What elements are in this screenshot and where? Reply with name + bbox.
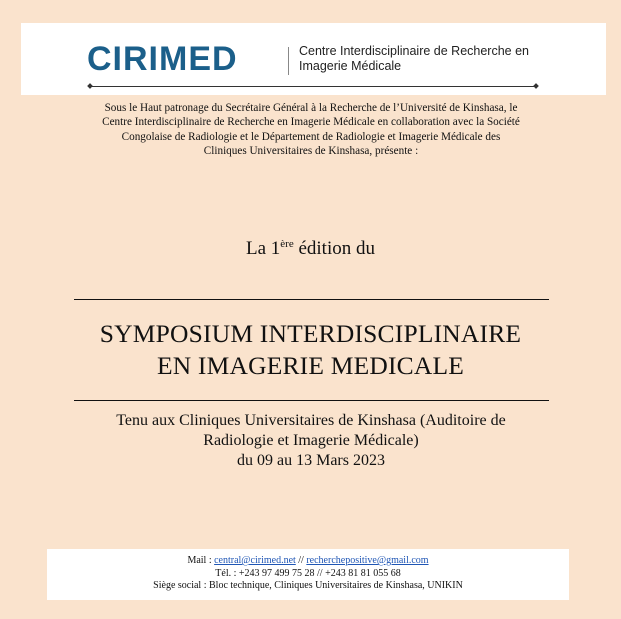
- address-line: Siège social : Bloc technique, Cliniques Universitaires de Kinshasa, UNIKIN: [153, 580, 463, 591]
- org-name-line1: Centre Interdisciplinaire de Recherche en: [299, 44, 529, 58]
- mail-line: [47, 555, 569, 568]
- intro-line: Sous le Haut patronage du Secrétaire Général à la Recherche de l’Université de Kinshasa, le: [104, 102, 518, 114]
- edition-text: [0, 238, 621, 260]
- intro-line: Centre Interdisciplinaire de Recherche en Imagerie Médicale en collaboration avec la Société: [102, 116, 520, 129]
- cirimed-logo: CIRIMED: [87, 40, 238, 78]
- email-link-recherche[interactable]: recherchepositive@gmail.com: [306, 555, 429, 566]
- header-decorative-rule: [90, 86, 536, 87]
- org-name-line2: Imagerie Médicale: [299, 59, 402, 73]
- logo-divider: [288, 47, 289, 75]
- organization-name: [299, 44, 579, 74]
- title-bottom-rule: [74, 400, 549, 401]
- intro-line: Congolaise de Radiologie et le Département de Radiologie et Imagerie Médicale des: [121, 130, 501, 143]
- event-title-line1: SYMPOSIUM INTERDISCIPLINAIRE: [99, 319, 522, 348]
- title-top-rule: [74, 299, 549, 300]
- contact-footer: [47, 549, 569, 600]
- edition-prefix: La 1: [245, 238, 281, 259]
- edition-superscript: ère: [280, 238, 294, 250]
- event-title-line2: EN IMAGERIE MEDICALE: [156, 351, 465, 380]
- intro-paragraph: [60, 101, 562, 159]
- event-title: [0, 318, 621, 382]
- venue-line1: Tenu aux Cliniques Universitaires de Kinshasa (Auditoire de: [116, 412, 506, 429]
- header-banner: [21, 23, 606, 95]
- venue-line2: Radiologie et Imagerie Médicale): [203, 432, 419, 449]
- email-separator: //: [295, 555, 307, 566]
- event-dates: du 09 au 13 Mars 2023: [237, 452, 385, 469]
- phone-line: Tél. : +243 97 499 75 28 // +243 81 81 055 68: [215, 567, 401, 579]
- mail-label: Mail :: [187, 555, 215, 566]
- email-link-central[interactable]: central@cirimed.net: [214, 555, 296, 566]
- edition-suffix: édition du: [293, 238, 375, 259]
- intro-line: Cliniques Universitaires de Kinshasa, présente :: [203, 145, 419, 158]
- venue-info: [80, 411, 542, 471]
